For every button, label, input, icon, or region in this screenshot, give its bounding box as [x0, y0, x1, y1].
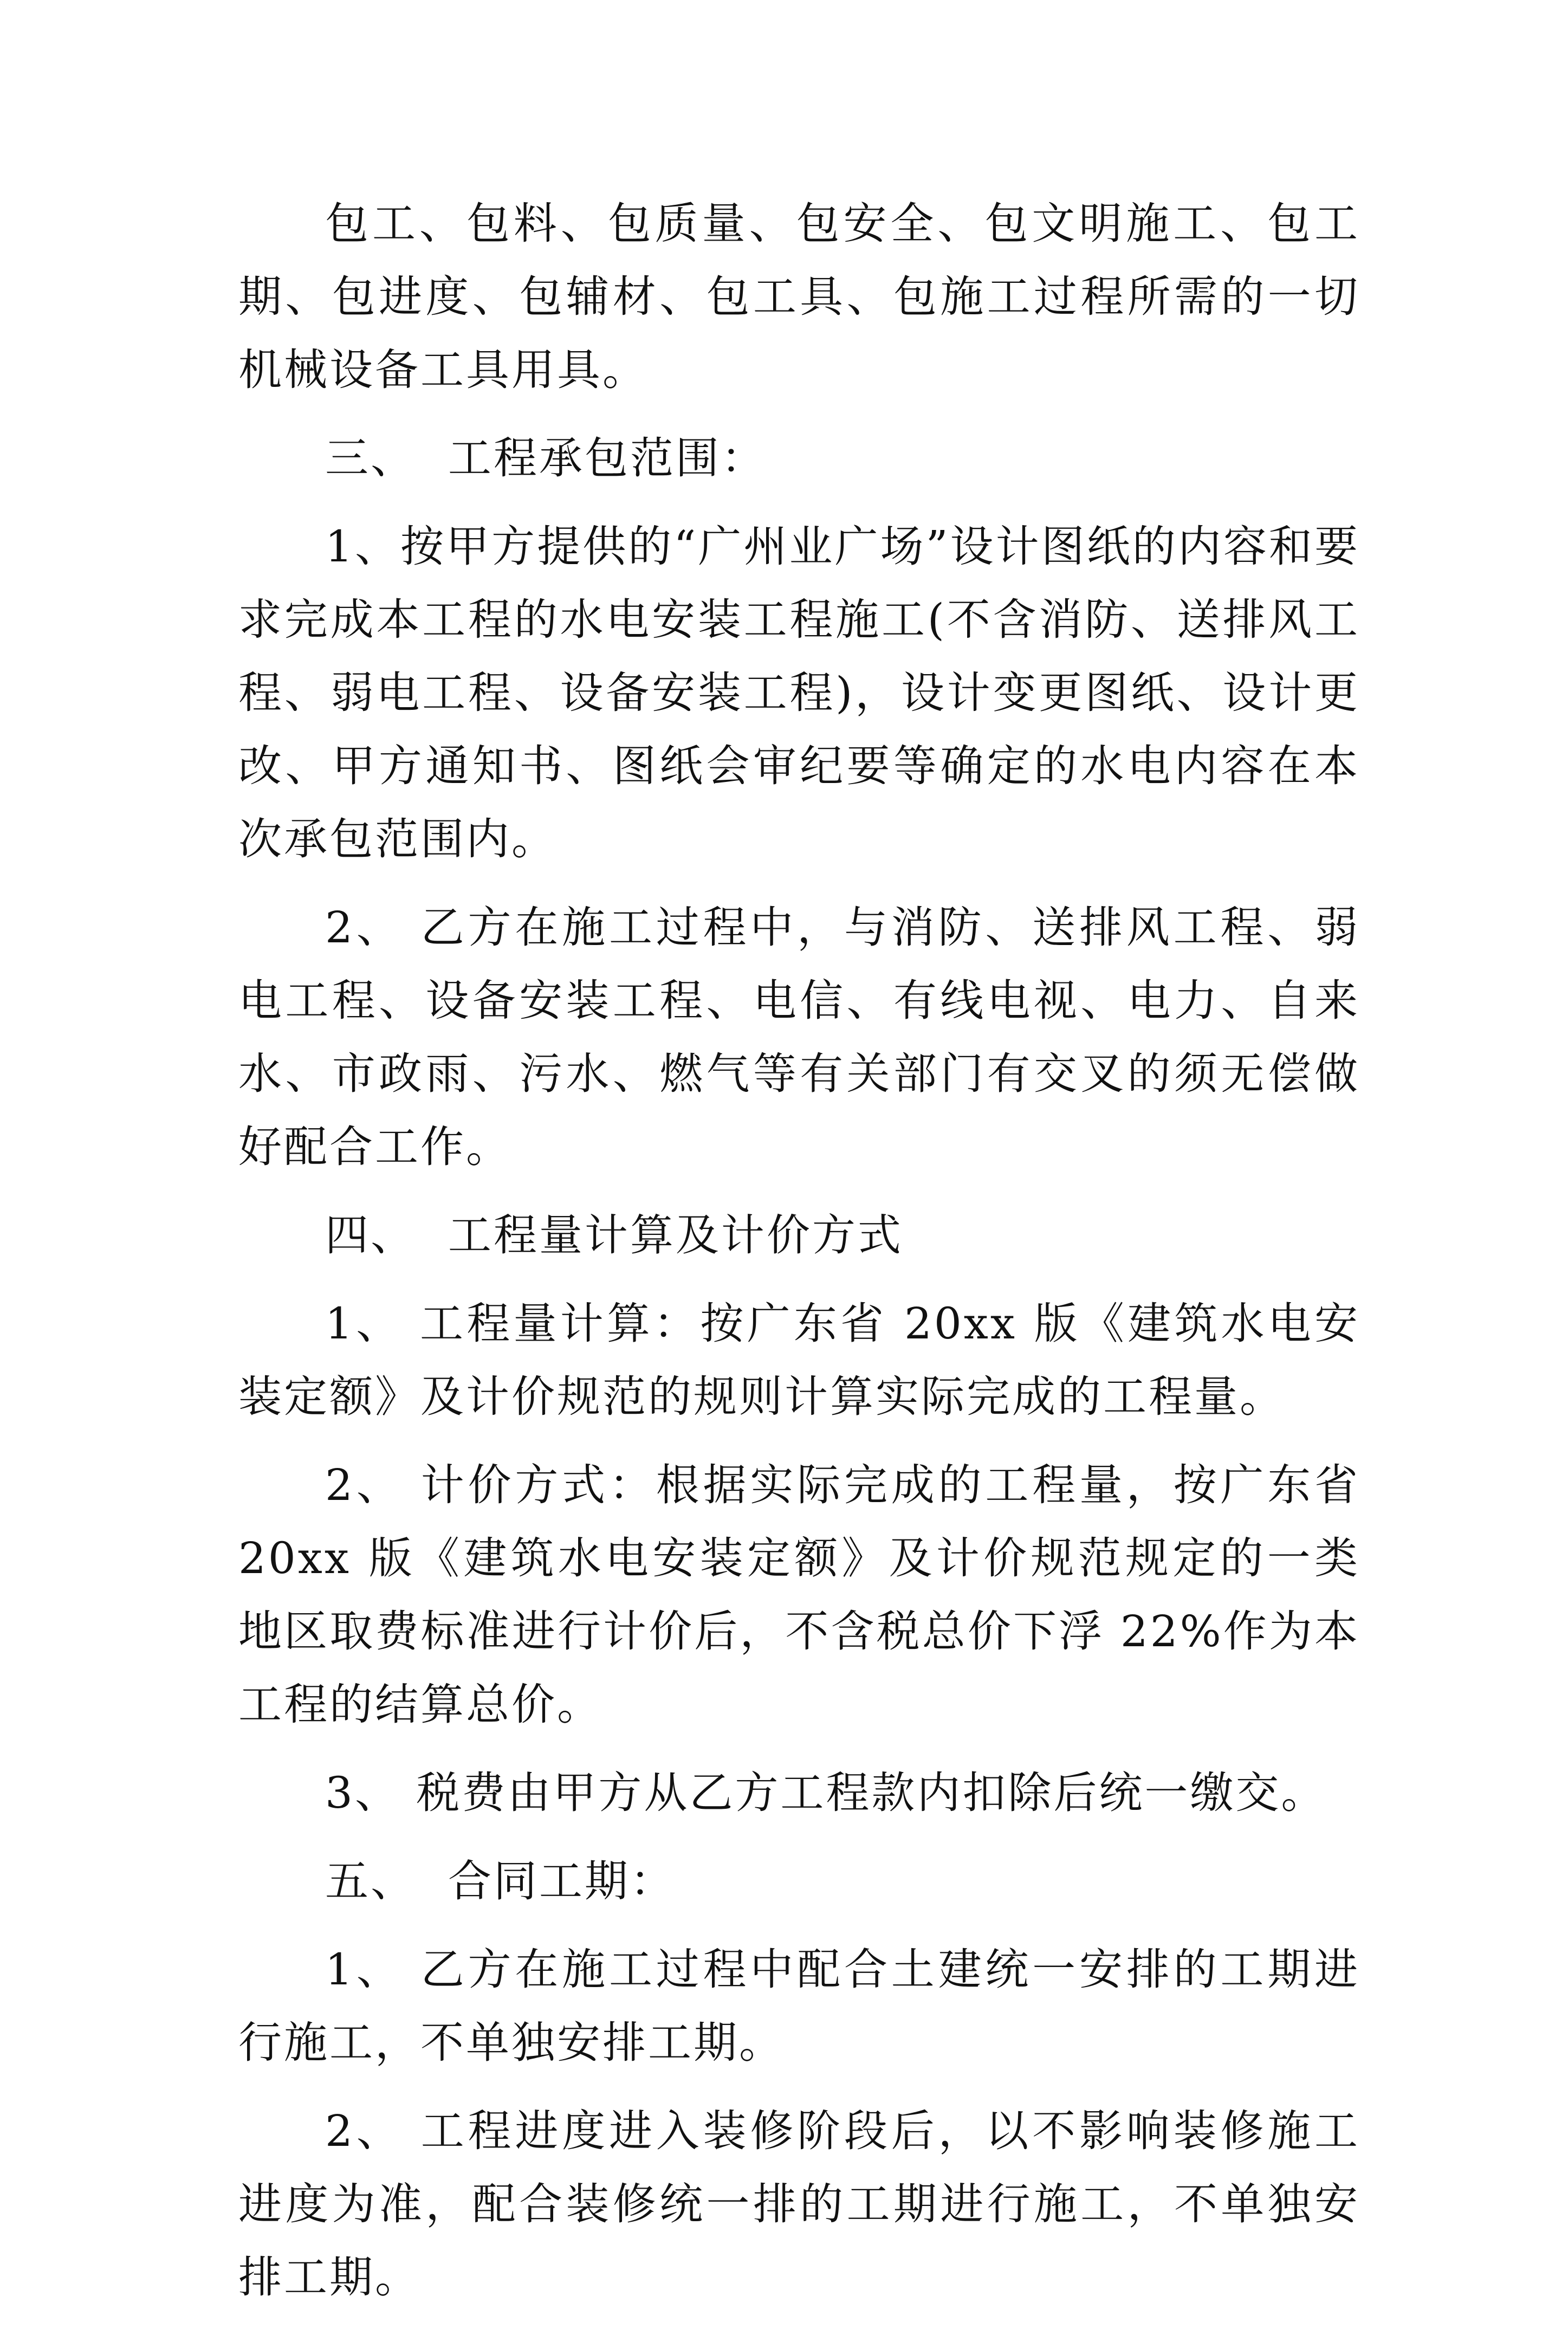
section-heading-contract-period: 五、 合同工期：: [325, 1856, 676, 1906]
paragraph-pricing-item-2: 2、 计价方式：根据实际完成的工程量，按广东省 20xx 版《建筑水电安装定额》及计价规范规定的一类地区取费标准进行计价后，不含税总价下浮 22%作为本工程的结算总价。: [238, 1460, 1360, 1730]
paragraph-pricing-item-3: 3、 税费由甲方从乙方工程款内扣除后统一缴交。: [325, 1768, 1327, 1818]
paragraph-range-item-1: 1、按甲方提供的“广州业广场”设计图纸的内容和要求完成本工程的水电安装工程施工(不含消防、送排风工程、弱电工程、设备安装工程)，设计变更图纸、设计更改、甲方通知书、图纸会审纪要等确定的水电内容在本次承包范围内。: [238, 521, 1360, 864]
paragraph-contract-scope: 包工、包料、包质量、包安全、包文明施工、包工期、包进度、包辅材、包工具、包施工过程所需的一切机械设备工具用具。: [238, 198, 1360, 395]
paragraph-period-item-1: 1、 乙方在施工过程中配合土建统一安排的工期进行施工，不单独安排工期。: [238, 1944, 1360, 2068]
section-heading-contract-range: 三、 工程承包范围：: [325, 433, 767, 483]
section-heading-quantity-pricing: 四、 工程量计算及计价方式: [325, 1210, 903, 1260]
paragraph-period-item-2: 2、 工程进度进入装修阶段后，以不影响装修施工进度为准，配合装修统一排的工期进行施工，不单独安排工期。: [238, 2106, 1360, 2302]
document-body: [238, 187, 1360, 2329]
paragraph-range-item-2: 2、 乙方在施工过程中，与消防、送排风工程、弱电工程、设备安装工程、电信、有线电视、电力、自来水、市政雨、污水、燃气等有关部门有交叉的须无偿做好配合工作。: [238, 902, 1360, 1172]
paragraph-pricing-item-1: 1、 工程量计算：按广东省 20xx 版《建筑水电安装定额》及计价规范的规则计算实际完成的工程量。: [238, 1298, 1360, 1422]
